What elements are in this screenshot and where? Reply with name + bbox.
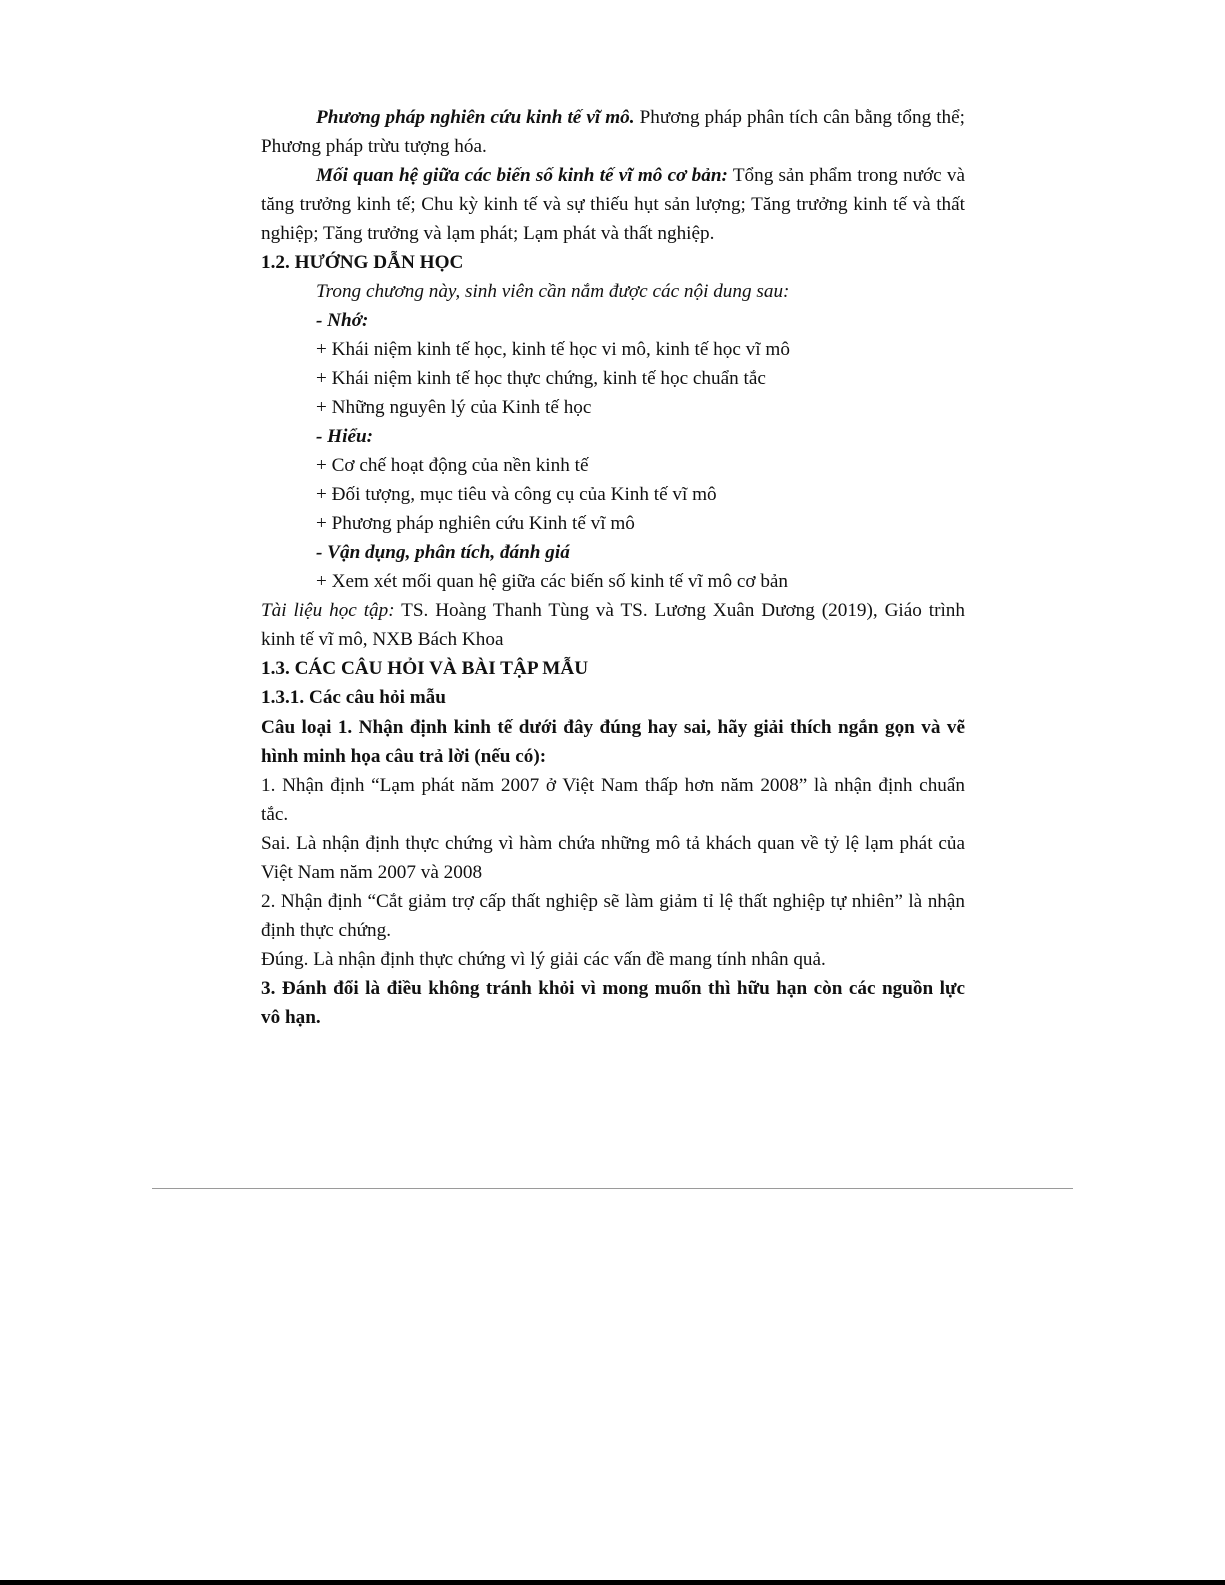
study-materials-label: Tài liệu học tập: (261, 600, 395, 621)
study-materials (261, 596, 965, 625)
footer-divider (152, 1188, 1073, 1189)
remember-item: + Khái niệm kinh tế học thực chứng, kinh tế học chuẩn tắc (316, 368, 766, 389)
answer-1-line-1: Sai. Là nhận định thực chứng vì hàm chứa những mô tả khách quan về tỷ lệ lạm phát của (261, 833, 965, 854)
understand-item: + Cơ chế hoạt động của nền kinh tế (316, 455, 589, 476)
remember-label: - Nhớ: (316, 310, 369, 331)
section-heading-1-2: 1.2. HƯỚNG DẪN HỌC (261, 252, 464, 273)
question-type-1-line-2: hình minh họa câu trả lời (nếu có): (261, 746, 547, 767)
research-methods-text: Phương pháp phân tích cân bằng tổng thể; (634, 107, 965, 128)
understand-item: + Đối tượng, mục tiêu và công cụ của Kinh tế vĩ mô (316, 484, 717, 505)
question-2-line-1: 2. Nhận định “Cắt giảm trợ cấp thất nghiệp sẽ làm giảm tỉ lệ thất nghiệp tự nhiên” là nhận (261, 891, 965, 912)
question-1-line-1: 1. Nhận định “Lạm phát năm 2007 ở Việt Nam thấp hơn năm 2008” là nhận định chuẩn (261, 775, 965, 796)
understand-item: + Phương pháp nghiên cứu Kinh tế vĩ mô (316, 513, 635, 534)
study-materials-continuation: kinh tế vĩ mô, NXB Bách Khoa (261, 629, 504, 650)
remember-item: + Khái niệm kinh tế học, kinh tế học vi mô, kinh tế học vĩ mô (316, 339, 790, 360)
understand-label: - Hiểu: (316, 426, 374, 447)
section-heading-1-3: 1.3. CÁC CÂU HỎI VÀ BÀI TẬP MẪU (261, 658, 589, 679)
macro-relations-text: Tổng sản phẩm trong nước và (727, 165, 965, 186)
paragraph-research-methods (316, 103, 965, 132)
study-materials-text: TS. Hoàng Thanh Tùng và TS. Lương Xuân Dương (2019), Giáo trình (394, 600, 965, 621)
question-2-line-2: định thực chứng. (261, 920, 392, 941)
section-heading-1-3-1: 1.3.1. Các câu hỏi mẫu (261, 687, 446, 708)
study-guide-intro: Trong chương này, sinh viên cần nắm được các nội dung sau: (316, 281, 790, 302)
apply-label: - Vận dụng, phân tích, đánh giá (316, 542, 570, 563)
paragraph-macro-relations (316, 161, 965, 190)
question-3-line-2: vô hạn. (261, 1007, 321, 1028)
bottom-edge-strip (0, 1580, 1225, 1585)
macro-relations-heading: Mối quan hệ giữa các biến số kinh tế vĩ mô cơ bản: (316, 165, 728, 186)
question-3-line-1: 3. Đánh đổi là điều không tránh khỏi vì mong muốn thì hữu hạn còn các nguồn lực (261, 978, 965, 999)
question-1-line-2: tắc. (261, 804, 289, 825)
question-type-1-line-1: Câu loại 1. Nhận định kinh tế dưới đây đúng hay sai, hãy giải thích ngắn gọn và vẽ (261, 717, 965, 738)
remember-item: + Những nguyên lý của Kinh tế học (316, 397, 592, 418)
macro-relations-line-2: tăng trưởng kinh tế; Chu kỳ kinh tế và sự thiếu hụt sản lượng; Tăng trưởng kinh tế và thất (261, 194, 965, 215)
answer-1-line-2: Việt Nam năm 2007 và 2008 (261, 862, 483, 883)
research-methods-heading: Phương pháp nghiên cứu kinh tế vĩ mô. (316, 107, 635, 128)
research-methods-continuation: Phương pháp trừu tượng hóa. (261, 136, 487, 157)
apply-item: + Xem xét mối quan hệ giữa các biến số kinh tế vĩ mô cơ bản (316, 571, 789, 592)
macro-relations-line-3: nghiệp; Tăng trưởng và lạm phát; Lạm phát và thất nghiệp. (261, 223, 715, 244)
answer-2-line-1: Đúng. Là nhận định thực chứng vì lý giải các vấn đề mang tính nhân quả. (261, 949, 826, 970)
